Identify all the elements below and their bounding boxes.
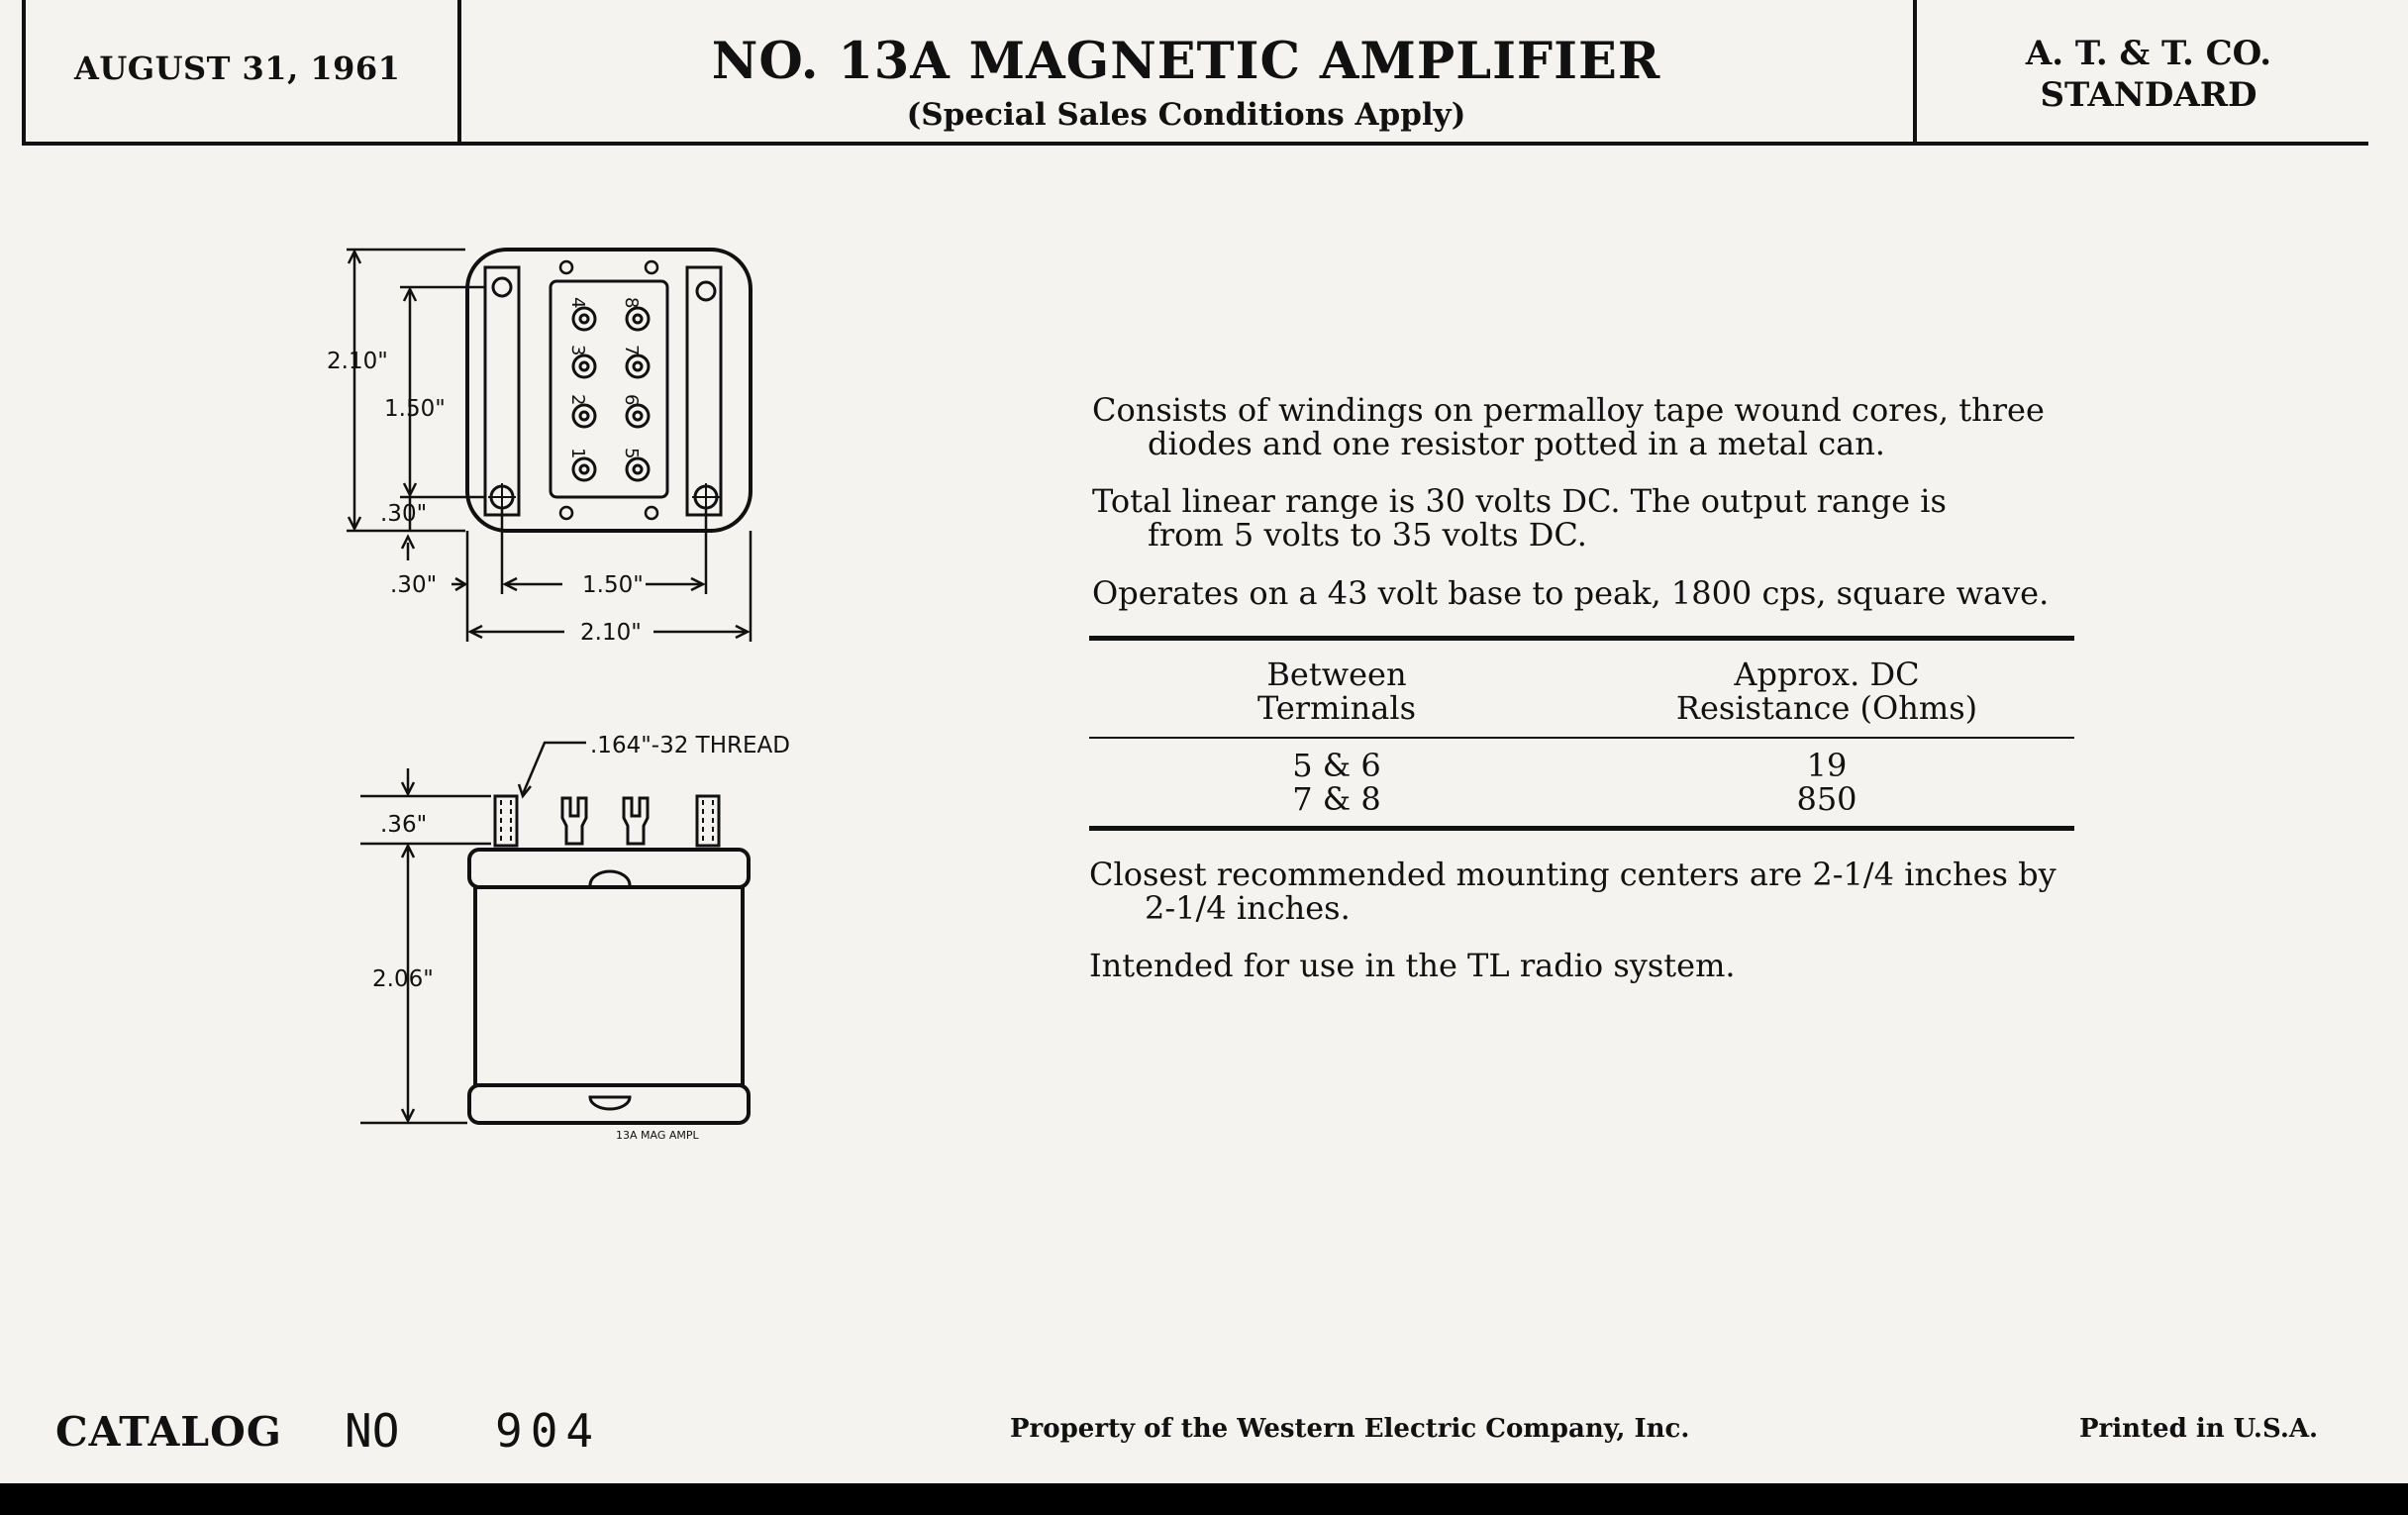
header-divider-right xyxy=(1913,0,1917,145)
header-left-border xyxy=(22,0,26,145)
terminal-block xyxy=(551,281,667,497)
dim-pin-span-width: 1.50" xyxy=(582,572,644,598)
header-line: Terminals xyxy=(1256,689,1416,727)
terminal-number: 3 xyxy=(567,345,588,356)
table-header-resistance xyxy=(1604,657,2050,725)
table-header-terminals xyxy=(1149,657,1525,725)
printed-notice: Printed in U.S.A. xyxy=(2079,1414,2319,1444)
terminal-number: 1 xyxy=(567,448,588,459)
dim-offset-width: .30" xyxy=(390,572,438,598)
catalog-number: 904 xyxy=(495,1404,602,1458)
can-bottom-rim xyxy=(469,1085,749,1123)
dim-offset-height: .30" xyxy=(380,501,428,527)
header-divider-left xyxy=(457,0,461,145)
terminal-number: 2 xyxy=(567,394,588,406)
text-line: Consists of windings on permalloy tape wound cores, three xyxy=(1092,391,2045,429)
dim-terminal-height: .36" xyxy=(380,812,428,838)
mounting-strap-right xyxy=(687,267,721,515)
can-top-rim xyxy=(469,850,749,887)
dim-overall-height: 2.10" xyxy=(327,349,388,374)
header-line: Between xyxy=(1266,656,1407,693)
table-top-rule xyxy=(1089,636,2074,641)
catalog-no-label: NO xyxy=(345,1404,400,1458)
header-rule xyxy=(22,142,2368,146)
thread-label: .164"-32 THREAD xyxy=(590,733,790,758)
page-title: NO. 13A MAGNETIC AMPLIFIER xyxy=(711,32,1661,91)
solder-lug-icon xyxy=(562,798,648,844)
mounting-paragraph xyxy=(1089,858,2074,925)
technical-drawing xyxy=(297,228,852,1159)
description-paragraph xyxy=(1092,393,2077,460)
table-cell-terminals: 5 & 6 xyxy=(1292,747,1381,784)
side-view xyxy=(360,733,790,1142)
dim-overall-width: 2.10" xyxy=(580,620,642,646)
terminal-number: 4 xyxy=(567,297,588,309)
mount-hole-icon xyxy=(493,278,511,296)
can-marking: 13A MAG AMPL xyxy=(616,1129,699,1142)
header-line: Approx. DC xyxy=(1734,656,1920,693)
mount-hole-icon xyxy=(697,282,715,300)
page-subtitle: (Special Sales Conditions Apply) xyxy=(906,97,1466,133)
mounting-strap-left xyxy=(485,267,519,515)
text-line: 2-1/4 inches. xyxy=(1145,889,1351,927)
property-notice: Property of the Western Electric Company, Inc. xyxy=(1010,1414,1690,1444)
table-header-rule xyxy=(1089,737,2074,739)
terminal-number: 6 xyxy=(621,394,642,406)
text-line: Total linear range is 30 volts DC. The output range is xyxy=(1092,482,1947,520)
standard-label: STANDARD xyxy=(2040,75,2258,115)
range-paragraph xyxy=(1092,484,2077,552)
table-cell-resistance: 850 xyxy=(1796,780,1857,818)
dim-pin-span-height: 1.50" xyxy=(384,396,446,422)
table-bottom-rule xyxy=(1089,826,2074,831)
catalog-label: CATALOG xyxy=(55,1408,282,1456)
dim-can-height: 2.06" xyxy=(372,966,434,992)
can-body xyxy=(475,887,743,1085)
top-view xyxy=(327,250,751,646)
issue-date: AUGUST 31, 1961 xyxy=(74,50,401,87)
threaded-stud-left xyxy=(495,796,517,846)
usage-paragraph: Intended for use in the TL radio system. xyxy=(1089,947,1736,984)
text-line: Closest recommended mounting centers are 2-1/4 inches by xyxy=(1089,856,2057,893)
threaded-stud-right xyxy=(697,796,719,846)
terminal-number: 7 xyxy=(621,345,642,356)
text-line: from 5 volts to 35 volts DC. xyxy=(1148,516,1587,554)
terminal-number: 8 xyxy=(621,297,642,309)
table-cell-terminals: 7 & 8 xyxy=(1292,780,1381,818)
table-cell-resistance: 19 xyxy=(1806,747,1848,784)
operation-paragraph: Operates on a 43 volt base to peak, 1800 cps, square wave. xyxy=(1092,574,2050,612)
text-line: diodes and one resistor potted in a metal can. xyxy=(1148,425,1885,462)
header-line: Resistance (Ohms) xyxy=(1675,689,1978,727)
terminal-number: 5 xyxy=(621,448,642,459)
standard-org: A. T. & T. CO. xyxy=(2025,34,2272,73)
